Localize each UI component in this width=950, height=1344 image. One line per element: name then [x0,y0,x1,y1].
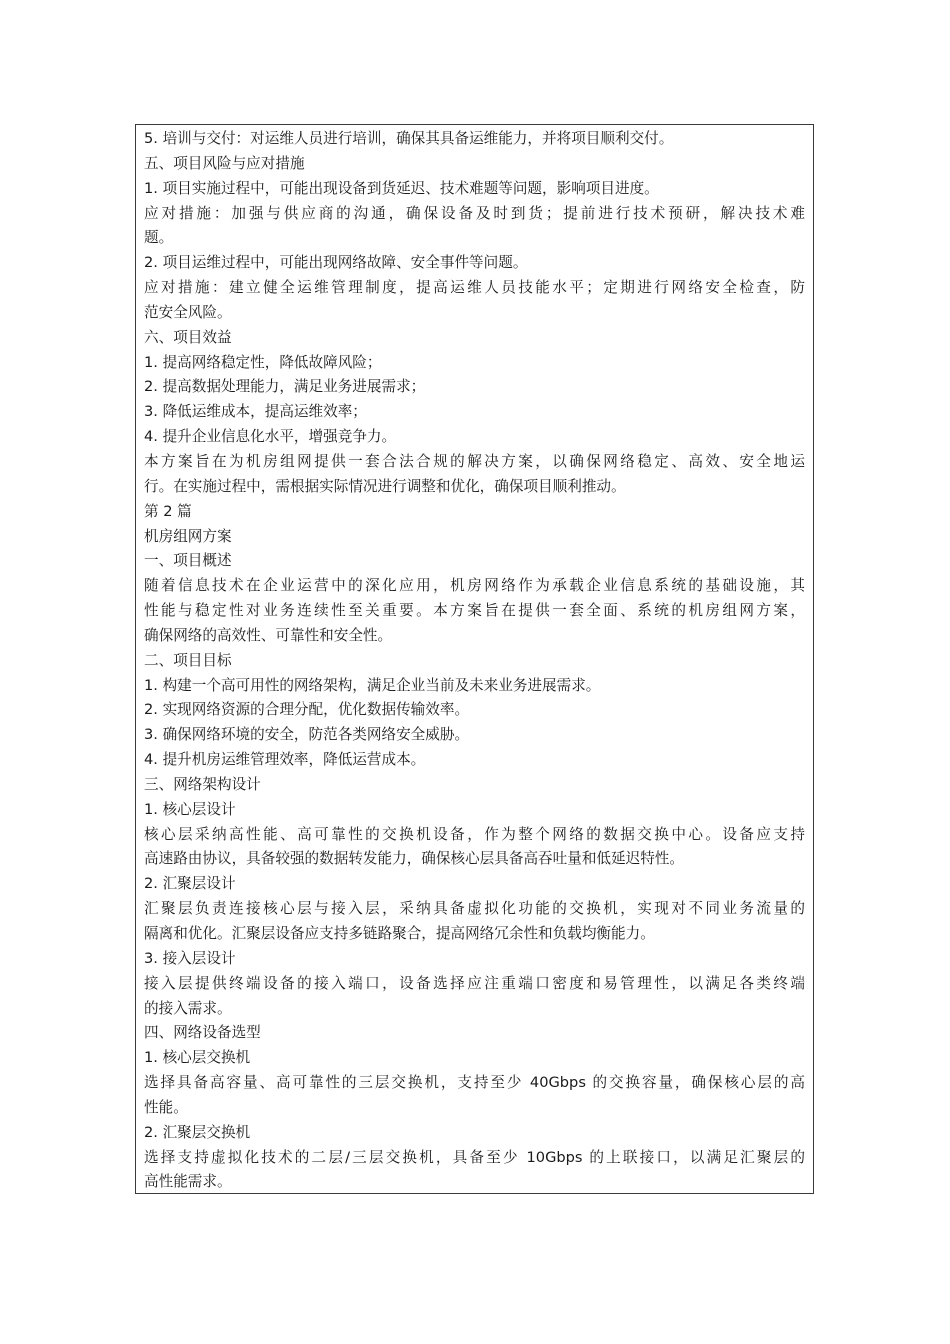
text-line: 题。 [144,229,174,247]
text-line: 二、项目目标 [144,651,232,669]
text-line: 五、项目风险与应对措施 [144,154,305,172]
text-line: 确保网络的高效性、可靠性和安全性。 [144,626,393,644]
text-line: 5. 培训与交付：对运维人员进行培训，确保其具备运维能力，并将项目顺利交付。 [144,130,674,147]
text-line: 应对措施：建立健全运维管理制度，提高运维人员技能水平；定期进行网络安全检查，防 [144,279,805,297]
text-line: 第 2 篇 [144,502,192,520]
text-line: 高性能需求。 [144,1173,232,1191]
text-line: 行。在实施过程中，需根据实际情况进行调整和优化，确保项目顺利推动。 [144,477,626,495]
text-line: 高速路由协议，具备较强的数据转发能力，确保核心层具备高吞吐量和低延迟特性。 [144,850,684,868]
text-line: 机房组网方案 [144,527,232,545]
text-line: 选择支持虚拟化技术的二层/三层交换机，具备至少 10Gbps 的上联接口，以满足汇聚层的 [144,1148,805,1166]
text-line: 汇聚层负责连接核心层与接入层，采纳具备虚拟化功能的交换机，实现对不同业务流量的 [144,900,805,918]
text-line: 2. 实现网络资源的合理分配，优化数据传输效率。 [144,701,470,719]
text-line: 1. 提高网络稳定性，降低故障风险； [144,353,382,371]
text-line: 随着信息技术在企业运营中的深化应用，机房网络作为承载企业信息系统的基础设施，其 [144,577,805,595]
text-line: 四、网络设备选型 [144,1024,261,1042]
text-line: 1. 项目实施过程中，可能出现设备到货延迟、技术难题等问题，影响项目进度。 [144,179,659,197]
text-line: 3. 确保网络环境的安全，防范各类网络安全威胁。 [144,726,470,744]
text-line: 3. 降低运维成本，提高运维效率； [144,403,367,421]
text-line: 的接入需求。 [144,999,232,1017]
text-line: 选择具备高容量、高可靠性的三层交换机，支持至少 40Gbps 的交换容量，确保核心层的高 [144,1074,805,1092]
text-line: 接入层提供终端设备的接入端口，设备选择应注重端口密度和易管理性，以满足各类终端 [144,974,805,992]
text-line: 范安全风险。 [144,303,232,321]
text-line: 1. 核心层设计 [144,800,236,818]
text-line: 4. 提升企业信息化水平，增强竞争力。 [144,428,397,446]
text-line: 2. 汇聚层交换机 [144,1123,251,1141]
text-line: 六、项目效益 [144,328,232,346]
text-line: 2. 汇聚层设计 [144,875,236,893]
text-line: 隔离和优化。汇聚层设备应支持多链路聚合，提高网络冗余性和负载均衡能力。 [144,925,655,942]
text-line: 3. 接入层设计 [144,949,236,967]
text-line: 性能与稳定性对业务连续性至关重要。本方案旨在提供一套全面、系统的机房组网方案， [144,602,805,620]
document-text-frame [135,124,814,1194]
text-line: 三、网络架构设计 [144,775,261,793]
text-line: 4. 提升机房运维管理效率，降低运营成本。 [144,751,426,769]
text-line: 2. 提高数据处理能力，满足业务进展需求； [144,378,426,396]
text-line: 一、项目概述 [144,552,232,570]
text-line: 本方案旨在为机房组网提供一套合法合规的解决方案，以确保网络稳定、高效、安全地运 [144,452,805,470]
text-line: 2. 项目运维过程中，可能出现网络故障、安全事件等问题。 [144,254,528,272]
text-line: 1. 核心层交换机 [144,1049,251,1067]
text-line: 性能。 [144,1098,188,1116]
text-line: 1. 构建一个高可用性的网络架构，满足企业当前及未来业务进展需求。 [144,676,601,694]
text-line: 应对措施：加强与供应商的沟通，确保设备及时到货；提前进行技术预研，解决技术难 [144,204,805,222]
text-line: 核心层采纳高性能、高可靠性的交换机设备，作为整个网络的数据交换中心。设备应支持 [144,825,805,843]
